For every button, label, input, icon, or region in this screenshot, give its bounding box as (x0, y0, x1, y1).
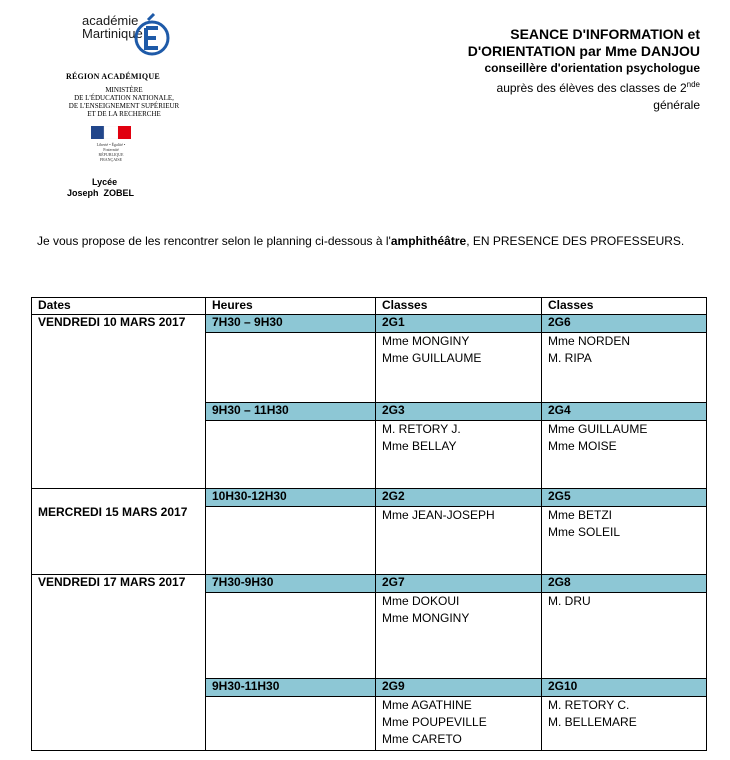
empty-cell (206, 697, 376, 751)
header-heures: Heures (206, 298, 376, 315)
class-cell: 2G4 (542, 403, 707, 421)
teachers-cell (542, 507, 707, 575)
teacher-name: Mme BELLAY (382, 439, 457, 453)
teacher-name: Mme AGATHINE (382, 698, 472, 712)
teachers-cell (542, 333, 707, 403)
logo-martinique-word: Martinique (82, 26, 143, 41)
header-dates: Dates (32, 298, 206, 315)
empty-cell (206, 421, 376, 489)
teachers-cell (542, 697, 707, 751)
academie-logo-text (82, 13, 143, 41)
teacher-name: Mme JEAN-JOSEPH (382, 508, 495, 522)
teacher-name: Mme DOKOUI (382, 594, 460, 608)
class-cell: 2G10 (542, 679, 707, 697)
academie-e-logo-icon (134, 10, 174, 58)
intro-bold: amphithéâtre (390, 234, 467, 248)
intro-post: , EN PRESENCE DES PROFESSEURS. (466, 234, 685, 248)
subtitle-conseillere: conseillère d'orientation psychologue (484, 61, 700, 75)
empty-cell (206, 593, 376, 679)
class-cell: 2G2 (376, 489, 542, 507)
subtitle-classes (468, 76, 700, 97)
ministere-line: ET DE LA RECHERCHE (87, 110, 161, 118)
teacher-name: Mme POUPEVILLE (382, 715, 487, 729)
subtitle-classes-sup: nde (686, 80, 700, 89)
flag-caption-line: Liberté • Égalité • Fraternité (96, 142, 126, 152)
table-row (32, 315, 707, 333)
hour-cell: 9H30-11H30 (206, 679, 376, 697)
table-row (32, 575, 707, 593)
teacher-name: Mme GUILLAUME (382, 351, 482, 365)
teachers-cell (376, 593, 542, 679)
lycee-label: Lycée (92, 177, 118, 187)
teacher-name: M. DRU (548, 594, 591, 608)
teacher-name: M. RETORY J. (382, 422, 461, 436)
teacher-name: M. RETORY C. (548, 698, 630, 712)
class-cell: 2G8 (542, 575, 707, 593)
teacher-name: Mme BETZI (548, 508, 613, 522)
teacher-name: M. RIPA (548, 351, 592, 365)
intro-text (37, 234, 684, 248)
title-line-1: SEANCE D'INFORMATION et (510, 26, 700, 42)
date-cell: VENDREDI 17 MARS 2017 (32, 575, 206, 751)
header-classes: Classes (542, 298, 707, 315)
republique-flag-icon (91, 126, 131, 139)
class-cell: 2G7 (376, 575, 542, 593)
class-cell: 2G9 (376, 679, 542, 697)
ministere-line: DE L'ENSEIGNEMENT SUPÉRIEUR (68, 102, 180, 110)
teachers-cell (542, 421, 707, 489)
class-cell: 2G1 (376, 315, 542, 333)
lycee-name: Joseph ZOBEL (67, 188, 135, 198)
header-classes: Classes (376, 298, 542, 315)
empty-cell (206, 333, 376, 403)
class-cell: 2G6 (542, 315, 707, 333)
planning-table (31, 297, 707, 751)
teacher-name: Mme MONGINY (382, 334, 470, 348)
teacher-name: Mme MOISE (548, 439, 617, 453)
flag-caption-line: RÉPUBLIQUE FRANÇAISE (98, 152, 124, 162)
table-row (32, 489, 707, 507)
teachers-cell (542, 593, 707, 679)
teachers-cell (376, 697, 542, 751)
date-cell: MERCREDI 15 MARS 2017 (32, 489, 206, 575)
hour-cell: 10H30-12H30 (206, 489, 376, 507)
hour-cell: 9H30 – 11H30 (206, 403, 376, 421)
teacher-name: Mme SOLEIL (548, 525, 621, 539)
title-line-2: D'ORIENTATION par Mme DANJOU (467, 43, 700, 59)
teachers-cell (376, 507, 542, 575)
ministere-line: MINISTÈRE (105, 86, 143, 94)
hour-cell: 7H30-9H30 (206, 575, 376, 593)
title-block (468, 26, 700, 114)
ministere-line: DE L'ÉDUCATION NATIONALE, (74, 94, 174, 102)
teacher-name: Mme CARETO (382, 732, 462, 746)
date-cell: VENDREDI 10 MARS 2017 (32, 315, 206, 489)
table-header-row (32, 298, 707, 315)
subtitle-generale: générale (653, 98, 700, 112)
teachers-cell (376, 421, 542, 489)
logo-academie-word: académie (82, 13, 139, 28)
teacher-name: M. BELLEMARE (548, 715, 637, 729)
subtitle-classes-text: auprès des élèves des classes de 2 (496, 81, 687, 95)
intro-pre: Je vous propose de les rencontrer selon le planning ci-dessous à l' (37, 234, 391, 248)
empty-cell (206, 507, 376, 575)
ministere-block (34, 86, 214, 118)
class-cell: 2G3 (376, 403, 542, 421)
hour-cell: 7H30 – 9H30 (206, 315, 376, 333)
teacher-name: Mme GUILLAUME (548, 422, 648, 436)
teacher-name: Mme NORDEN (548, 334, 631, 348)
flag-caption (91, 142, 131, 162)
class-cell: 2G5 (542, 489, 707, 507)
teacher-name: Mme MONGINY (382, 611, 470, 625)
region-academique: RÉGION ACADÉMIQUE (66, 72, 160, 81)
teachers-cell (376, 333, 542, 403)
